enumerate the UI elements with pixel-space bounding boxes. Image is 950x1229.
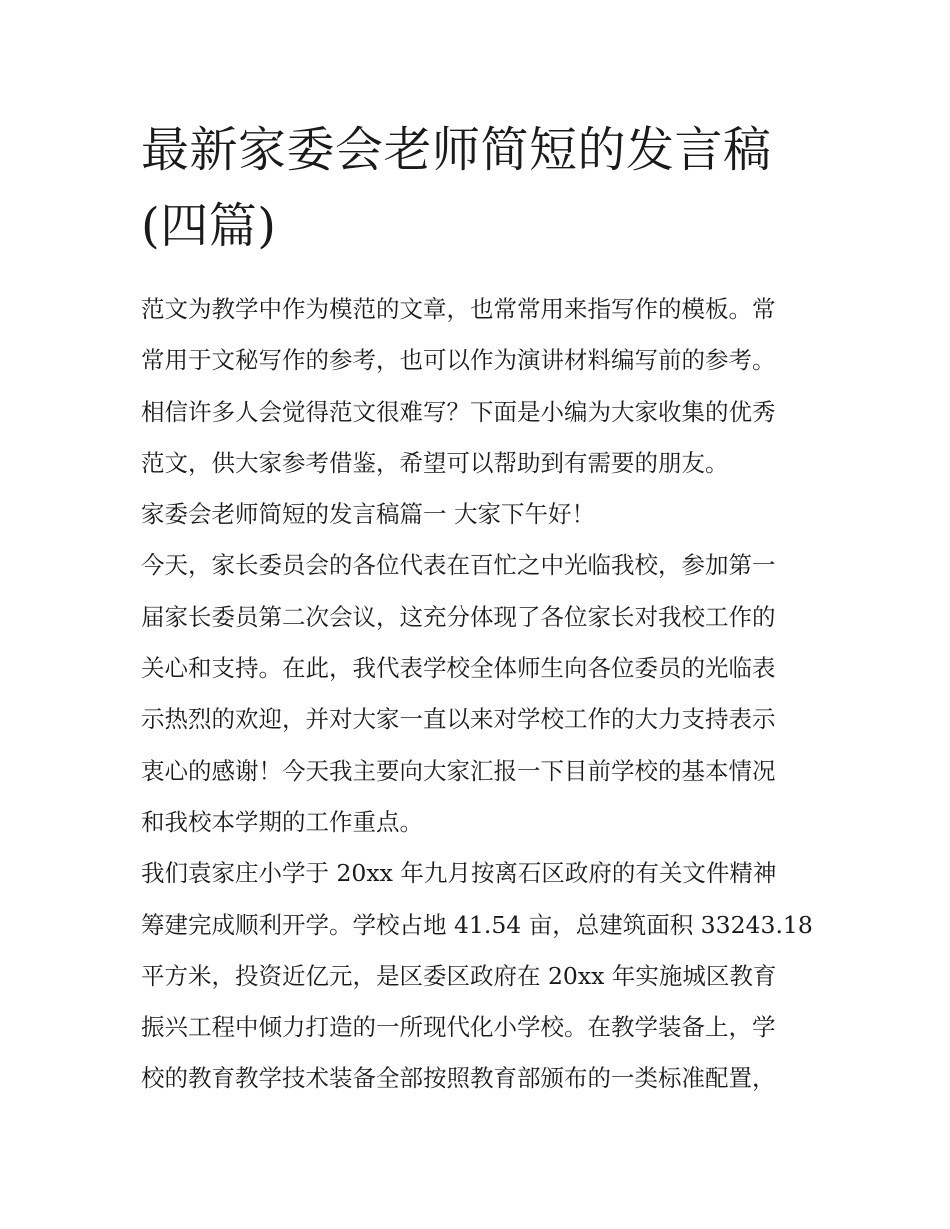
body-line: 相信许多人会觉得范文很难写？下面是小编为大家收集的优秀 (141, 397, 776, 426)
document-body (141, 284, 813, 1105)
document-page (141, 112, 813, 1105)
body-line: 范文，供大家参考借鉴，希望可以帮助到有需要的朋友。 (141, 448, 729, 477)
body-line: 关心和支持。在此，我代表学校全体师生向各位委员的光临表 (141, 654, 776, 683)
body-line: 衷心的感谢！今天我主要向大家汇报一下目前学校的基本情况 (141, 756, 776, 785)
body-line: 届家长委员第二次会议，这充分体现了各位家长对我校工作的 (141, 602, 776, 631)
body-line: 今天，家长委员会的各位代表在百忙之中光临我校，参加第一 (141, 551, 776, 580)
body-line: 校的教育教学技术装备全部按照教育部颁布的一类标准配置， (141, 1064, 776, 1093)
document-title (141, 112, 813, 264)
body-line: 筹建完成顺利开学。学校占地 41.54 亩，总建筑面积 33243.18 (141, 910, 813, 939)
body-line: 示热烈的欢迎，并对大家一直以来对学校工作的大力支持表示 (141, 705, 776, 734)
body-line: 平方米，投资近亿元，是区委区政府在 20xx 年实施城区教育 (141, 961, 777, 990)
body-line: 我们袁家庄小学于 20xx 年九月按离石区政府的有关文件精神 (141, 859, 777, 888)
body-line: 振兴工程中倾力打造的一所现代化小学校。在教学装备上，学 (141, 1013, 776, 1042)
title-line-2: (四篇) (141, 198, 277, 254)
body-line: 常用于文秘写作的参考，也可以作为演讲材料编写前的参考。 (141, 346, 776, 375)
body-line: 范文为教学中作为模范的文章，也常常用来指写作的模板。常 (141, 295, 776, 323)
body-line: 和我校本学期的工作重点。 (141, 807, 423, 836)
body-line: 家委会老师简短的发言稿篇一 大家下午好！ (141, 500, 595, 529)
title-line-1: 最新家委会老师简短的发言稿 (141, 122, 772, 178)
